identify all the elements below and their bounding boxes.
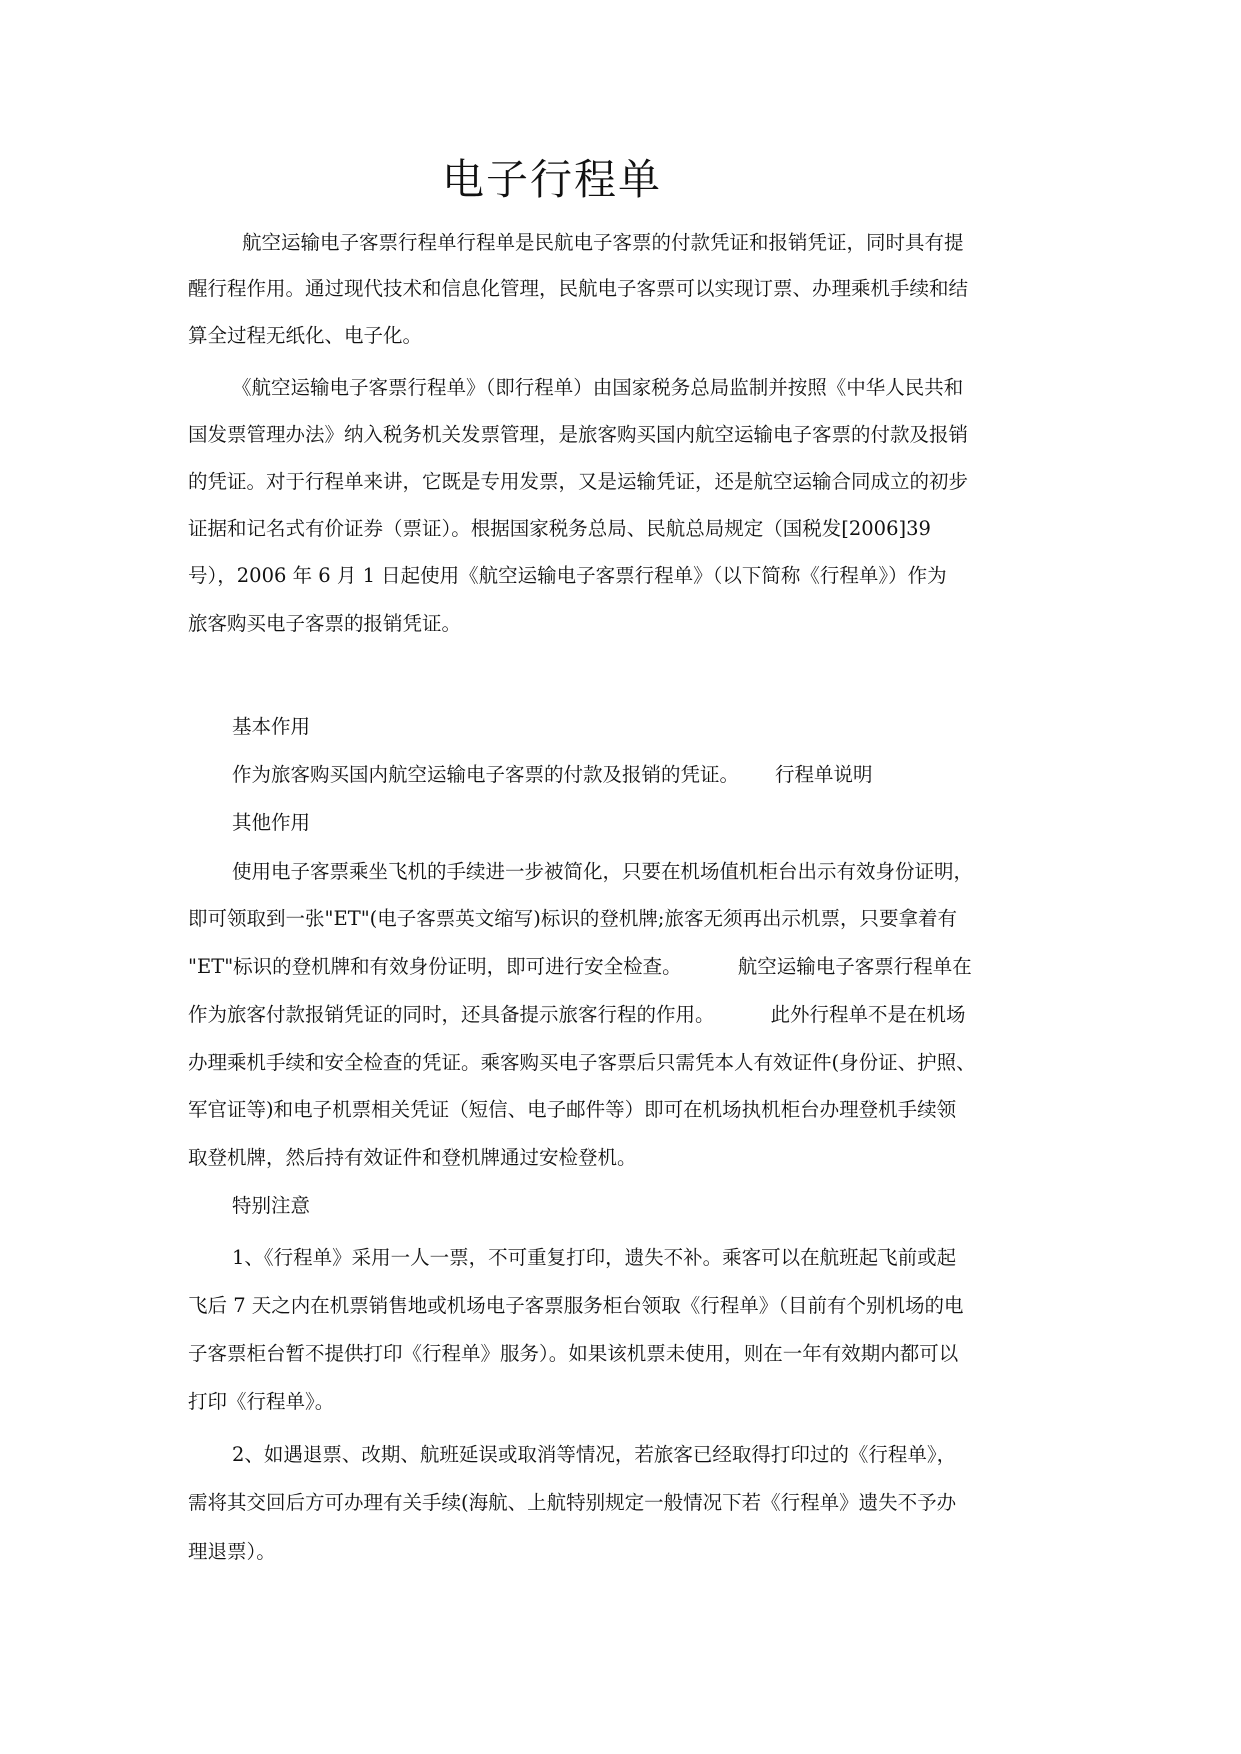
paragraph-line: 军官证等)和电子机票相关凭证（短信、电子邮件等）即可在机场执机柜台办理登机手续领 xyxy=(188,1098,957,1121)
paragraph-text: 作为旅客付款报销凭证的同时，还具备提示旅客行程的作用。 xyxy=(188,1003,715,1026)
paragraph-line: 航空运输电子客票行程单行程单是民航电子客票的付款凭证和报销凭证，同时具有提 xyxy=(242,231,964,254)
paragraph-line: 1、《行程单》采用一人一票，不可重复打印，遗失不补。乘客可以在航班起飞前或起 xyxy=(232,1246,957,1269)
paragraph-text: 航空运输电子客票行程单在 xyxy=(737,955,972,978)
paragraph-line: 理退票）。 xyxy=(188,1540,276,1563)
paragraph-line: 子客票柜台暂不提供打印《行程单》服务）。如果该机票未使用，则在一年有效期内都可以 xyxy=(188,1342,959,1365)
paragraph-text: "ET"标识的登机牌和有效身份证明，即可进行安全检查。 xyxy=(188,955,682,978)
paragraph-line: 办理乘机手续和安全检查的凭证。乘客购买电子客票后只需凭本人有效证件(身份证、护照、 xyxy=(188,1051,976,1074)
paragraph-line xyxy=(188,1000,966,1030)
paragraph-line: 证据和记名式有价证券（票证）。根据国家税务总局、民航总局规定（国税发[2006]39 xyxy=(188,517,931,540)
paragraph-line xyxy=(232,760,873,790)
inline-heading: 行程单说明 xyxy=(775,763,873,786)
paragraph-line: 号），2006 年 6 月 1 日起使用《航空运输电子客票行程单》（以下简称《行程单》）作为 xyxy=(188,564,947,587)
paragraph-line: 醒行程作用。通过现代技术和信息化管理，民航电子客票可以实现订票、办理乘机手续和结 xyxy=(188,277,969,300)
paragraph-line: 打印《行程单》。 xyxy=(188,1390,335,1413)
section-heading: 其他作用 xyxy=(232,811,311,834)
paragraph-line: 算全过程无纸化、电子化。 xyxy=(188,324,423,347)
paragraph-text: 此外行程单不是在机场 xyxy=(770,1003,966,1026)
paragraph-line xyxy=(188,952,972,982)
paragraph-line: 2、如遇退票、改期、航班延误或取消等情况，若旅客已经取得打印过的《行程单》， xyxy=(232,1443,957,1466)
paragraph-line: 国发票管理办法》纳入税务机关发票管理，是旅客购买国内航空运输电子客票的付款及报销 xyxy=(188,423,969,446)
paragraph-line: 旅客购买电子客票的报销凭证。 xyxy=(188,612,462,635)
section-heading: 基本作用 xyxy=(232,715,311,738)
paragraph-line: 需将其交回后方可办理有关手续(海航、上航特别规定一般情况下若《行程单》遗失不予办 xyxy=(188,1491,957,1514)
paragraph-line: 《航空运输电子客票行程单》（即行程单）由国家税务总局监制并按照《中华人民共和 xyxy=(232,376,964,399)
paragraph-line: 取登机牌，然后持有效证件和登机牌通过安检登机。 xyxy=(188,1146,637,1169)
paragraph-line: 使用电子客票乘坐飞机的手续进一步被简化，只要在机场值机柜台出示有效身份证明， xyxy=(232,860,974,883)
page-title: 电子行程单 xyxy=(442,155,663,204)
paragraph-line: 即可领取到一张"ET"(电子客票英文缩写)标识的登机牌;旅客无须再出示机票，只要拿着有 xyxy=(188,907,957,930)
paragraph-line: 的凭证。对于行程单来讲，它既是专用发票，又是运输凭证，还是航空运输合同成立的初步 xyxy=(188,470,969,493)
paragraph-line: 飞后 7 天之内在机票销售地或机场电子客票服务柜台领取《行程单》（目前有个别机场的电 xyxy=(188,1294,964,1317)
paragraph-text: 作为旅客购买国内航空运输电子客票的付款及报销的凭证。 xyxy=(232,763,740,786)
section-heading: 特别注意 xyxy=(232,1194,311,1217)
